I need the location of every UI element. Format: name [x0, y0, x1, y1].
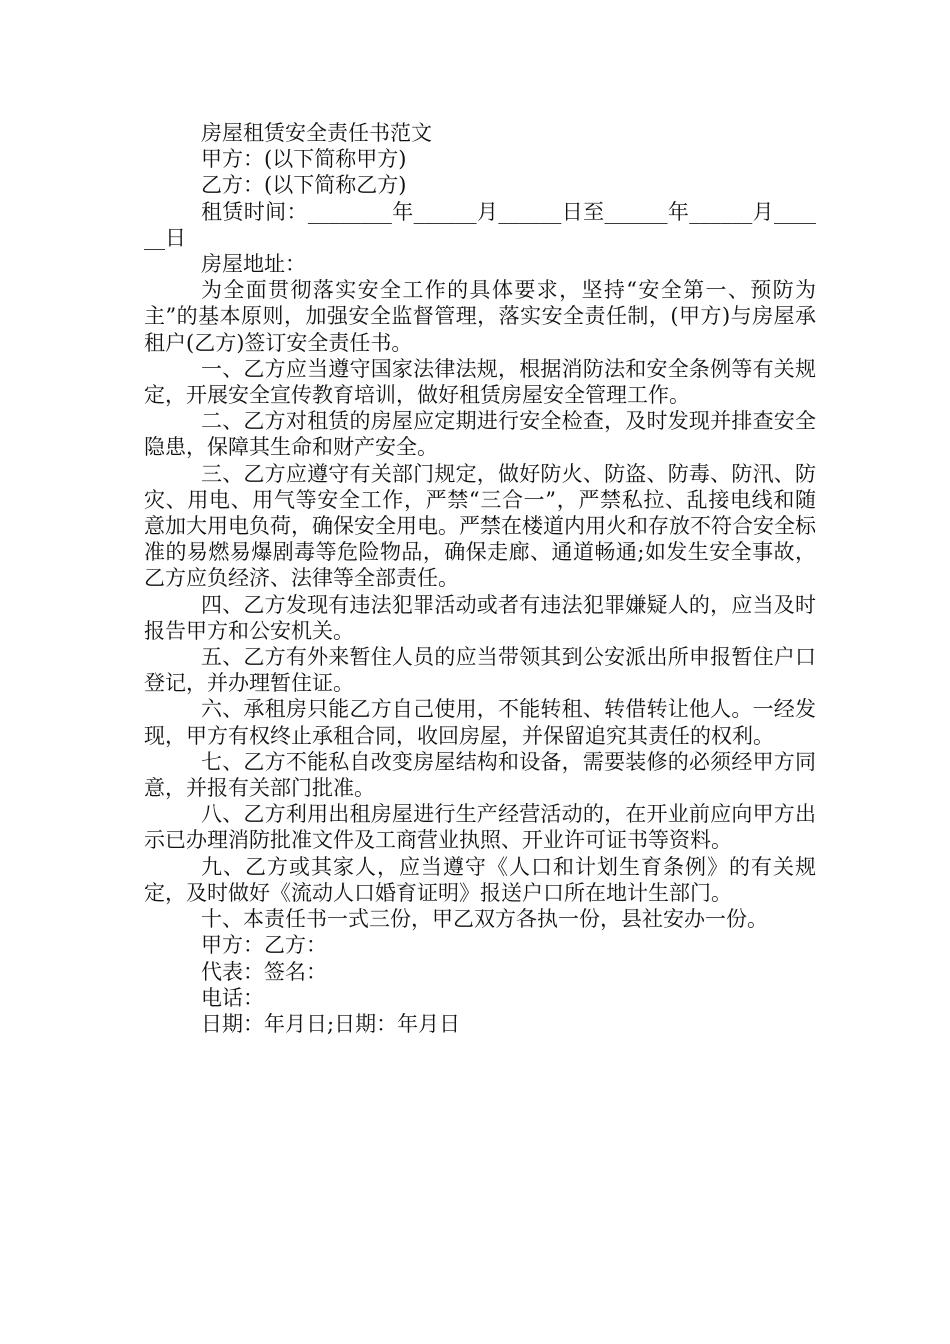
address-line: 房屋地址： [201, 252, 306, 277]
clause-9: 九、乙方或其家人，应当遵守《人口和计划生育条例》的有关规定，及时做好《流动人口婚育证明》报送户口所在地计生部门。 [144, 854, 816, 905]
clause-2: 二、乙方对租赁的房屋应定期进行安全检查，及时发现并排查安全隐患，保障其生命和财产安全。 [144, 409, 816, 460]
party-b-line: 乙方：(以下简称乙方) [201, 173, 407, 198]
document-body [144, 120, 816, 1037]
clause-6: 六、承租房只能乙方自己使用，不能转租、转借转让他人。一经发现，甲方有权终止承租合同，收回房屋，并保留追究其责任的权利。 [144, 697, 816, 748]
clause-7: 七、乙方不能私自改变房屋结构和设备，需要装修的必须经甲方同意，并报有关部门批准。 [144, 749, 816, 801]
clause-3: 三、乙方应遵守有关部门规定，做好防火、防盗、防毒、防汛、防灾、用电、用气等安全工作，严禁“三合一”，严禁私拉、乱接电线和随意加大用电负荷，确保安全用电。严禁在楼道内用火和存放不符合安全标准的易燃易爆剧毒等危险物品，确保走廊、通道畅通;如发生安全事故，乙方应负经济、法律等全部责任。 [144, 461, 816, 591]
party-a-line: 甲方：(以下简称甲方) [201, 147, 407, 172]
clause-1: 一、乙方应当遵守国家法律法规，根据消防法和安全条例等有关规定，开展安全宣传教育培训，做好租赁房屋安全管理工作。 [144, 356, 816, 408]
document-title: 房屋租赁安全责任书范文 [201, 121, 432, 145]
clause-4: 四、乙方发现有违法犯罪活动或者有违法犯罪嫌疑人的，应当及时报告甲方和公安机关。 [144, 592, 816, 643]
clause-5: 五、乙方有外来暂住人员的应当带领其到公安派出所申报暂住户口登记，并办理暂住证。 [144, 645, 816, 696]
clause-10: 十、本责任书一式三份，甲乙双方各执一份，县社安办一份。 [201, 907, 768, 932]
signature-parties: 甲方：乙方： [201, 933, 327, 958]
signature-dates: 日期：年月日;日期：年月日 [201, 1011, 461, 1036]
intro-paragraph: 为全面贯彻落实安全工作的具体要求，坚持“安全第一、预防为主”的基本原则，加强安全监督管理，落实安全责任制，(甲方)与房屋承租户(乙方)签订安全责任书。 [144, 278, 816, 355]
signature-phone: 电话： [201, 985, 264, 1010]
signature-representative: 代表：签名： [201, 959, 327, 984]
clause-8: 八、乙方利用出租房屋进行生产经营活动的，在开业前应向甲方出示已办理消防批准文件及工商营业执照、开业许可证书等资料。 [144, 802, 816, 853]
lease-period-line: 租赁时间：________年______月______日至______年______月______日 [144, 199, 816, 250]
